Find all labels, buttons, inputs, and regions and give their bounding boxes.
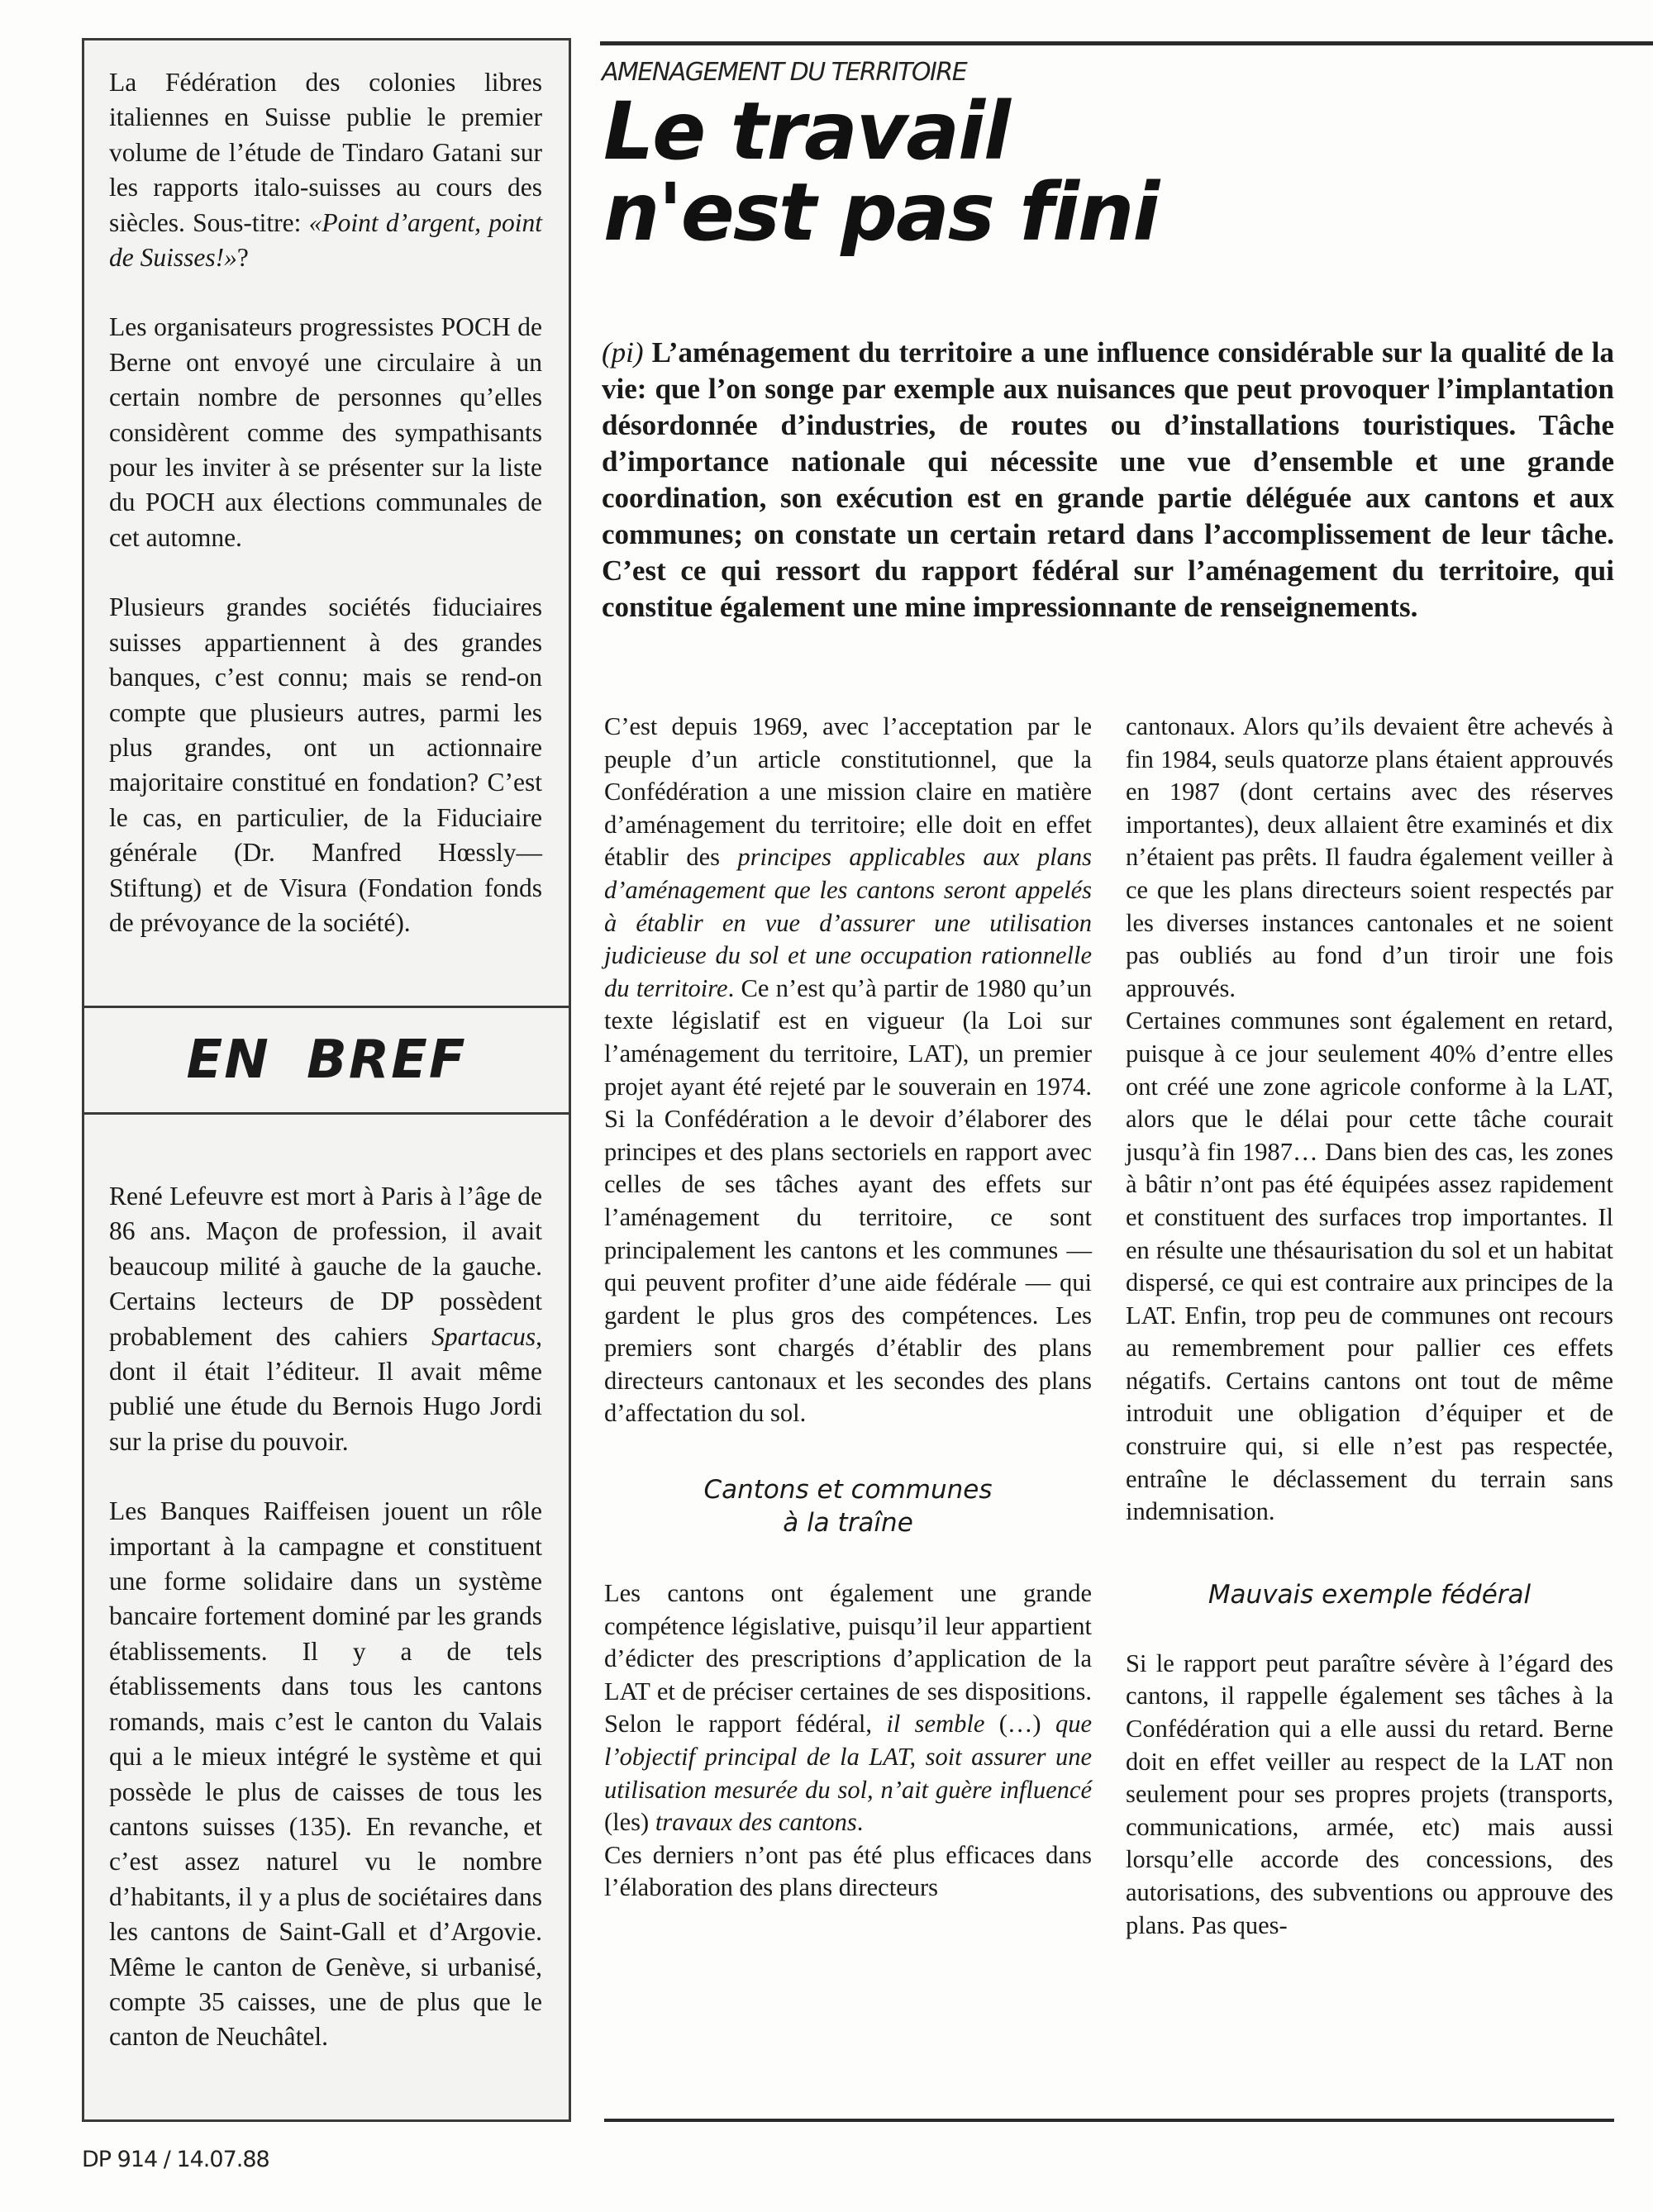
top-rule — [600, 41, 1653, 45]
lead-text: L’aménagement du territoire a une influence considérable sur la qualité de la vie: que l’on songe par exemple aux nuisances que peut provoquer l’implantation désordonnée d’industries, de routes ou d’installations touristiques. Tâche d’importance nationale qui nécessite une vue d’ensemble et une grande coordination, son exécution est en grande partie déléguée aux cantons et aux communes; on constate un certain retard dans l’accomplissement de leur tâche. C’est ce qui ressort du rapport fédéral sur l’aménagement du territoire, qui constitue également une mine impressionnante de renseignements. — [602, 336, 1614, 623]
text-run: (les) — [604, 1808, 655, 1837]
subheading-line: à la traîne — [783, 1508, 913, 1539]
text-run: Si le rapport peut paraître sévère à l’égard des cantons, il rappelle également ses tâches à la Confédération qui a elle aussi du retard. Berne doit en effet veiller au respect de la LAT non seulement pour ses propres projets (transports, communications, armée, etc) mais aussi lorsqu’elle accorde des concessions, des autorisations, des subventions ou approuve des plans. Pas ques- — [1126, 1648, 1613, 1939]
body-paragraph — [1126, 1005, 1613, 1529]
body-paragraph — [604, 1839, 1092, 1905]
text-run: . — [856, 1808, 864, 1837]
body-paragraph — [1126, 1648, 1613, 1942]
text-run: Les cantons ont également une grande compétence législative, puisqu’il leur appartient d’édicter des prescriptions d’application de la LAT et de préciser certaines de ses dispositions. Selon le rapport fédéral, — [604, 1579, 1092, 1739]
subheading-line: Cantons et communes — [703, 1475, 993, 1506]
text-run: (…) — [984, 1710, 1055, 1739]
body-paragraph — [604, 1577, 1092, 1839]
text-run: Ces derniers n’ont pas été plus efficaces dans l’élaboration des plans directeurs — [604, 1840, 1092, 1902]
brief-paragraph — [109, 590, 542, 940]
article-column-1 — [604, 711, 1092, 1905]
brief-paragraph — [109, 310, 542, 555]
text-run: ? — [236, 243, 249, 273]
subheading: Mauvais exemple fédéral — [1208, 1579, 1532, 1610]
italic-text-run: travaux des cantons — [655, 1808, 857, 1837]
article-headline — [603, 85, 1159, 259]
section-title: EN BREF — [186, 1030, 467, 1091]
sidebar-box — [82, 38, 571, 2122]
body-paragraph — [1126, 711, 1613, 1005]
italic-text-run: il semble — [886, 1710, 985, 1739]
text-run: cantonaux. Alors qu’ils devaient être achevés à fin 1984, seuls quatorze plans étaient approuvés en 1987 (dont certains avec des réserves importantes), deux allaient être examinés et dix n’étaient pas prêts. Il faudra également veiller à ce que les plans directeurs soient respectés par les diverses instances cantonales et ne soient pas oubliés au fond d’un tiroir une fois approuvés. — [1126, 712, 1613, 1002]
brief-paragraph — [109, 1494, 542, 2055]
text-run: Les Banques Raiffeisen jouent un rôle important à la campagne et constituent une forme solidaire dans un système bancaire fortement dominé par les grands établissements. Il y a de tels établissements dans tous les cantons romands, mais c’est le canton du Valais qui a le mieux intégré le système et qui possède le plus de caisses de tous les cantons suisses (135). En revanche, et c’est assez naturel vu le nombre d’habitants, il y a plus de sociétaires dans les cantons de Saint-Gall et d’Argovie. Même le canton de Genève, si urbanisé, compte 35 caisses, une de plus que le canton de Neuchâtel. — [109, 1496, 542, 2052]
text-run: C’est depuis 1969, avec l’acceptation par le peuple d’un article constitutionnel, que la Confédération a une mission claire en matière d’aménagement du territoire; elle doit en effet établir des — [604, 712, 1092, 872]
headline-line: Le travail — [603, 85, 1009, 178]
text-run: Plusieurs grandes sociétés fiduciaires suisses appartiennent à des grandes banques, c’est connu; mais se rend-on compte que plusieurs autres, parmi les plus grandes, ont un actionnaire majoritaire constitué en fondation? C’est le cas, en particulier, de la Fiduciaire générale (Dr. Manfred Hœssly—Stiftung) et de Visura (Fondation fonds de prévoyance de la société). — [109, 592, 542, 937]
briefs-bottom — [84, 1179, 569, 2055]
text-run: La Fédération des colonies libres italiennes en Suisse publie le premier volume de l’étude de Tindaro Gatani sur les rapports italo-suisses au cours des siècles. Sous-titre: — [109, 68, 542, 237]
issue-footer: DP 914 / 14.07.88 — [82, 2147, 269, 2172]
italic-text-run: «Point d’argent, point de Suisses!» — [109, 207, 542, 273]
text-run: Certaines communes sont également en retard, puisque à ce jour seulement 40% d’entre elles ont créé une zone agricole conforme à la LAT, alors que le délai pour cette tâche courait jusqu’à fin 1987… Dans bien des cas, les zones à bâtir n’ont pas été équipées assez rapidement et constituent des surfaces trop importantes. Il en résulte une thésaurisation du sol et un habitat dispersé, ce qui est contraire aux principes de la LAT. Enfin, trop peu de communes ont recours au remembrement pour pallier ces effets négatifs. Certains cantons ont tout de même introduit une obligation d’équiper et de construire qui, si elle n’est pas respectée, entraîne le déclassement du terrain sans indemnisation. — [1126, 1006, 1613, 1526]
briefs-top — [84, 40, 569, 1006]
brief-paragraph — [109, 65, 542, 275]
italic-text-run: principes applicables aux plans d’aménagement que les cantons seront appelés à établir en vue d’assurer une utilisation judicieuse du sol et une occupation rationnelle du territoire — [604, 843, 1092, 1002]
bottom-rule — [604, 2119, 1614, 2122]
article-lead — [602, 335, 1614, 626]
article-column-2 — [1126, 711, 1613, 1942]
text-run: . Ce n’est qu’à partir de 1980 qu’un texte législatif est en vigueur (la Loi sur l’aménagement du territoire, LAT), un premier projet ayant été rejeté par le souverain en 1974. Si la Confédération a le devoir d’élaborer des principes et des plans sectoriels en rapport avec celles de ses tâches ayant des effets sur l’aménagement du territoire, ce sont principalement les cantons et les communes — qui peuvent profiter d’une aide fédérale — qui gardent le plus gros des compétences. Les premiers sont chargés d’établir des plans directeurs cantonaux et les secondes des plans d’affectation du sol. — [604, 973, 1093, 1428]
text-run: René Lefeuvre est mort à Paris à l’âge de 86 ans. Maçon de profession, il avait beaucoup milité à gauche de la gauche. Certains lecteurs de DP possèdent probablement des cahiers — [109, 1182, 542, 1351]
text-run: , dont il était l’éditeur. Il avait même publié une étude du Bernois Hugo Jordi sur la prise du pouvoir. — [109, 1321, 542, 1456]
author-signature: (pi) — [602, 336, 644, 369]
section-title-box — [84, 1006, 569, 1115]
brief-paragraph — [109, 1179, 542, 1459]
body-paragraph — [604, 711, 1092, 1430]
italic-text-run: Spartacus — [431, 1321, 536, 1351]
headline-line: n'est pas fini — [603, 166, 1159, 259]
text-run: Les organisateurs progressistes POCH de Berne ont envoyé une circulaire à un certain nombre de personnes qu’elles considèrent comme des sympathisants pour les inviter à se présenter sur la liste du POCH aux élections communales de cet automne. — [109, 312, 542, 552]
italic-text-run: que l’objectif principal de la LAT, soit assurer une utilisation mesurée du sol, n’ait guère influencé — [604, 1710, 1092, 1804]
subheading — [604, 1473, 1092, 1539]
article-kicker: AMENAGEMENT DU TERRITOIRE — [602, 58, 967, 87]
